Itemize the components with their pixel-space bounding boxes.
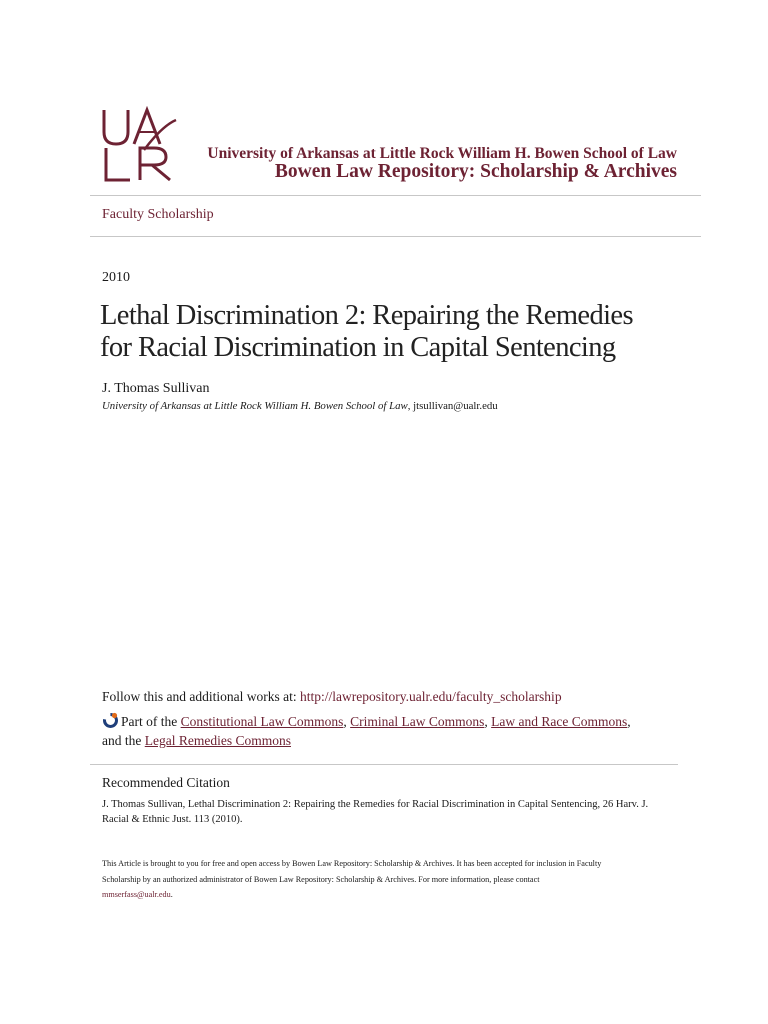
- separator: ,: [343, 714, 351, 729]
- commons-link-law-race[interactable]: Law and Race Commons: [491, 714, 628, 729]
- follow-line: [102, 689, 562, 705]
- title-line-1: Lethal Discrimination 2: Repairing the Remedies: [100, 300, 633, 331]
- separator: ,: [484, 714, 492, 729]
- university-name: University of Arkansas at Little Rock William H. Bowen School of Law: [207, 145, 677, 162]
- citation-heading: Recommended Citation: [102, 775, 230, 790]
- repository-name: Bowen Law Repository: Scholarship & Archives: [274, 161, 677, 182]
- notice-end: .: [170, 890, 173, 899]
- part-of-commons: [102, 712, 631, 750]
- commons-link-legal-remedies[interactable]: Legal Remedies Commons: [144, 733, 291, 748]
- citation-text: [102, 797, 662, 827]
- access-notice: [102, 856, 682, 903]
- author-affiliation: [102, 400, 498, 412]
- series-divider: [90, 236, 701, 237]
- affiliation-text: University of Arkansas at Little Rock William H. Bowen School of Law: [102, 400, 408, 412]
- citation-line-1: J. Thomas Sullivan, Lethal Discrimination 2: Repairing the Remedies for Racial Discrimination in Capital Sentencing, 26 Harv. J.: [102, 799, 649, 810]
- author-email: , jtsullivan@ualr.edu: [407, 400, 498, 412]
- ualr-logo: [100, 106, 186, 184]
- commons-link-constitutional[interactable]: Constitutional Law Commons: [180, 714, 344, 729]
- separator: ,: [627, 714, 631, 729]
- author-name: J. Thomas Sullivan: [102, 381, 210, 396]
- digital-commons-icon: [102, 712, 119, 729]
- notice-line-2: Scholarship by an authorized administrator of Bowen Law Repository: Scholarship & Archives. For more information, please contact: [102, 874, 540, 884]
- citation-divider: [90, 764, 678, 765]
- contact-email-link[interactable]: mmserfass@ualr.edu: [102, 890, 171, 899]
- article-title: [100, 300, 700, 364]
- title-line-2: for Racial Discrimination in Capital Sentencing: [100, 332, 616, 363]
- citation-line-2: Racial & Ethnic Just. 113 (2010).: [102, 814, 243, 825]
- series-link[interactable]: Faculty Scholarship: [102, 207, 214, 222]
- publication-year: 2010: [102, 270, 130, 285]
- notice-line-1: This Article is brought to you for free and open access by Bowen Law Repository: Scholarship & Archives. It has been accepted for inclusion in Faculty: [102, 859, 602, 868]
- header-divider: [90, 195, 701, 196]
- repository-url-link[interactable]: http://lawrepository.ualr.edu/faculty_scholarship: [300, 689, 562, 704]
- and-the-label: and the: [102, 733, 145, 748]
- follow-label: Follow this and additional works at:: [102, 689, 300, 704]
- part-of-prefix: Part of the: [121, 714, 181, 729]
- commons-link-criminal[interactable]: Criminal Law Commons: [350, 714, 485, 729]
